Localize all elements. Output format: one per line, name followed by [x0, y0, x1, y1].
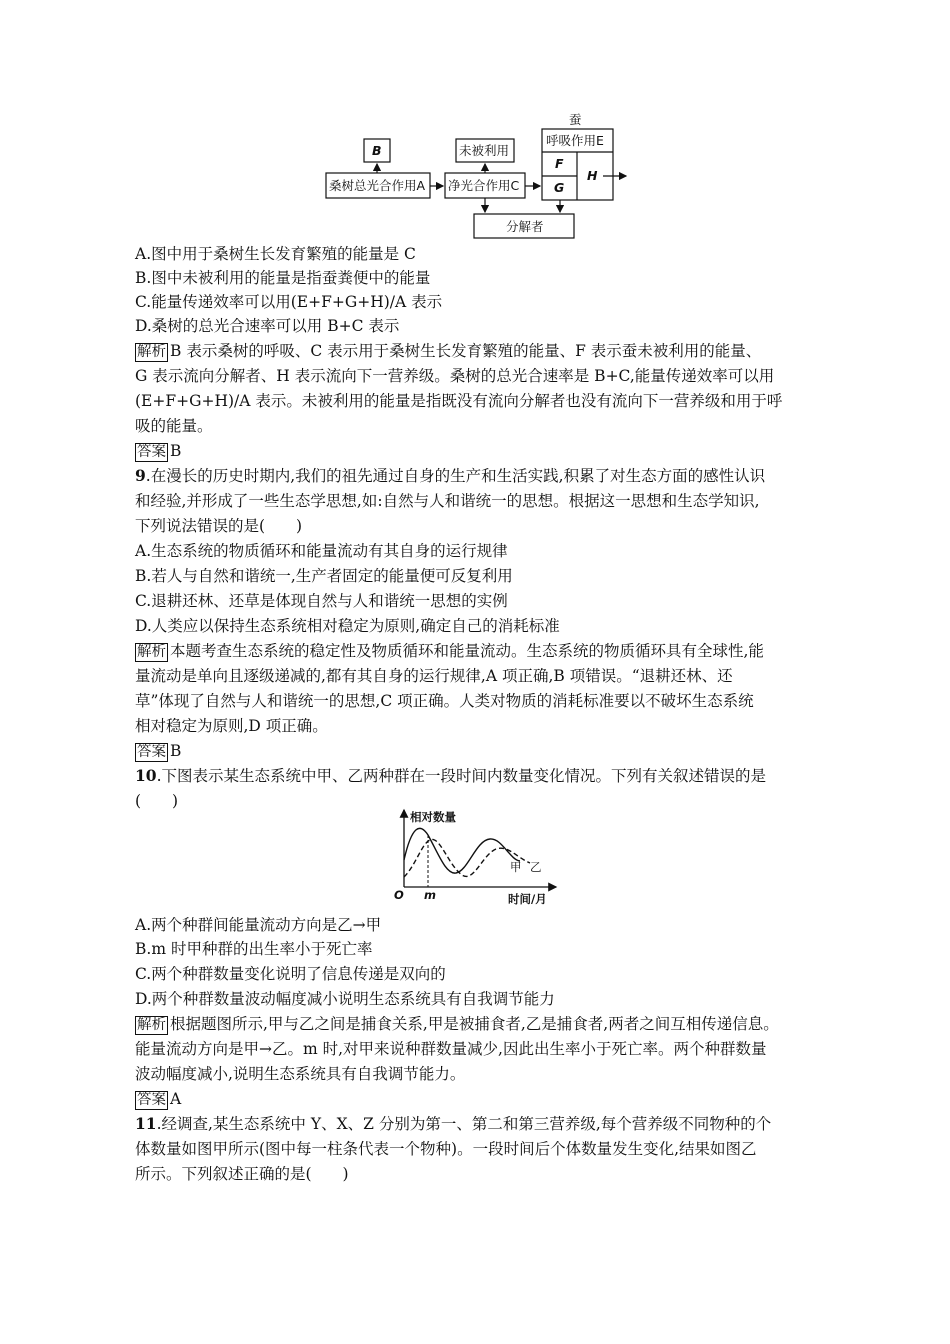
- label-net: 净光合作用C: [448, 178, 520, 193]
- q10-analysis-line: 能量流动方向是甲→乙。m 时,对甲来说种群数量减少,因此出生率小于死亡率。两个种群数量: [135, 1040, 767, 1058]
- q10-number: 10: [135, 766, 157, 785]
- graph-m: m: [424, 888, 436, 902]
- q10-stem-line: 10.下图表示某生态系统中甲、乙两种群在一段时间内数量变化情况。下列有关叙述错误的是: [135, 766, 767, 785]
- label-g: G: [554, 180, 565, 195]
- q10-option-d: D.两个种群数量波动幅度减小说明生态系统具有自我调节能力: [135, 990, 555, 1008]
- graph-origin: O: [394, 888, 404, 902]
- q8-option-c: C.能量传递效率可以用(E+F+G+H)/A 表示: [135, 293, 443, 311]
- q8-analysis-line: G 表示流向分解者、H 表示流向下一营养级。桑树的总光合速率是 B+C,能量传递效率可以用: [135, 367, 775, 385]
- graph-ylabel: 相对数量: [410, 810, 456, 824]
- analysis-tag: 解析: [137, 644, 166, 660]
- answer-tag: 答案: [137, 444, 166, 460]
- graph-yi-label: 乙: [530, 860, 542, 874]
- q11-stem-line: 所示。下列叙述正确的是( ): [135, 1165, 349, 1183]
- q9-option-b: B.若人与自然和谐统一,生产者固定的能量便可反复利用: [135, 567, 513, 585]
- q8-analysis-line: 吸的能量。: [135, 417, 213, 435]
- q11-number: 11: [135, 1114, 157, 1133]
- q8-option-d: D.桑树的总光合速率可以用 B+C 表示: [135, 317, 400, 335]
- curve-jia: [404, 828, 520, 873]
- q9-analysis-line: 量流动是单向且逐级递减的,都有其自身的运行规律,A 项正确,B 项错误。“退耕还林、还: [135, 667, 733, 685]
- q9-analysis-line: 相对稳定为原则,D 项正确。: [135, 717, 328, 735]
- label-silkworm: 蚕: [569, 112, 582, 127]
- q9-stem-line: 下列说法错误的是( ): [135, 517, 303, 535]
- q9-stem-line: 和经验,并形成了一些生态学思想,如:自然与人和谐统一的思想。根据这一思想和生态学知识,: [135, 492, 760, 510]
- q10-stem-line: ( ): [135, 792, 179, 810]
- label-decomposer: 分解者: [506, 219, 544, 234]
- q9-answer: 答案 B: [137, 742, 182, 760]
- q9-number: 9: [135, 466, 146, 485]
- q11-stem-line: 11.经调查,某生态系统中 Y、X、Z 分别为第一、第二和第三营养级,每个营养级不同物种的个: [135, 1114, 772, 1133]
- population-graph: [390, 805, 560, 905]
- q8-option-a: A.图中用于桑树生长发育繁殖的能量是 C: [135, 245, 416, 263]
- energy-flow-diagram: [320, 110, 640, 245]
- q10-analysis-line: 波动幅度减小,说明生态系统具有自我调节能力。: [135, 1065, 466, 1083]
- q9-analysis-line: 草”体现了自然与人和谐统一的思想,C 项正确。人类对物质的消耗标准要以不破坏生态系统: [135, 692, 754, 710]
- graph-jia-label: 甲: [510, 860, 522, 874]
- analysis-tag: 解析: [137, 344, 166, 360]
- answer-tag: 答案: [137, 744, 166, 760]
- q9-option-c: C.退耕还林、还草是体现自然与人和谐统一思想的实例: [135, 592, 508, 610]
- graph-xlabel: 时间/月: [508, 892, 547, 905]
- q8-answer: 答案 B: [137, 442, 182, 460]
- answer-tag: 答案: [137, 1092, 166, 1108]
- q10-option-b: B.m 时甲种群的出生率小于死亡率: [135, 940, 373, 958]
- q8-analysis-line: 解析 B 表示桑树的呼吸、C 表示用于桑树生长发育繁殖的能量、F 表示蚕未被利用的能量、: [137, 342, 762, 360]
- q10-option-a: A.两个种群间能量流动方向是乙→甲: [135, 916, 382, 934]
- q8-option-b: B.图中未被利用的能量是指蚕粪便中的能量: [135, 269, 431, 287]
- q10-option-c: C.两个种群数量变化说明了信息传递是双向的: [135, 965, 446, 983]
- analysis-tag: 解析: [137, 1017, 166, 1033]
- q11-stem-line: 体数量如图甲所示(图中每一柱条代表一个物种)。一段时间后个体数量发生变化,结果如图乙: [135, 1140, 757, 1158]
- q10-analysis-line: 解析 根据题图所示,甲与乙之间是捕食关系,甲是被捕食者,乙是捕食者,两者之间互相传递信息。: [137, 1015, 779, 1033]
- label-unused: 未被利用: [459, 143, 510, 158]
- label-mulberry: 桑树总光合作用A: [329, 178, 426, 193]
- q9-option-d: D.人类应以保持生态系统相对稳定为原则,确定自己的消耗标准: [135, 617, 560, 635]
- label-h: H: [587, 168, 598, 183]
- q9-analysis-line: 解析 本题考查生态系统的稳定性及物质循环和能量流动。生态系统的物质循环具有全球性,能: [137, 642, 764, 660]
- q10-answer: 答案 A: [137, 1090, 182, 1108]
- label-f: F: [555, 156, 564, 171]
- q9-option-a: A.生态系统的物质循环和能量流动有其自身的运行规律: [135, 542, 508, 560]
- label-b: B: [372, 143, 382, 158]
- q8-analysis-line: (E+F+G+H)/A 表示。未被利用的能量是指既没有流向分解者也没有流向下一营养级和用于呼: [135, 392, 783, 410]
- label-respiration: 呼吸作用E: [546, 133, 604, 148]
- q9-stem-line: 9.在漫长的历史时期内,我们的祖先通过自身的生产和生活实践,积累了对生态方面的感性认识: [135, 466, 766, 485]
